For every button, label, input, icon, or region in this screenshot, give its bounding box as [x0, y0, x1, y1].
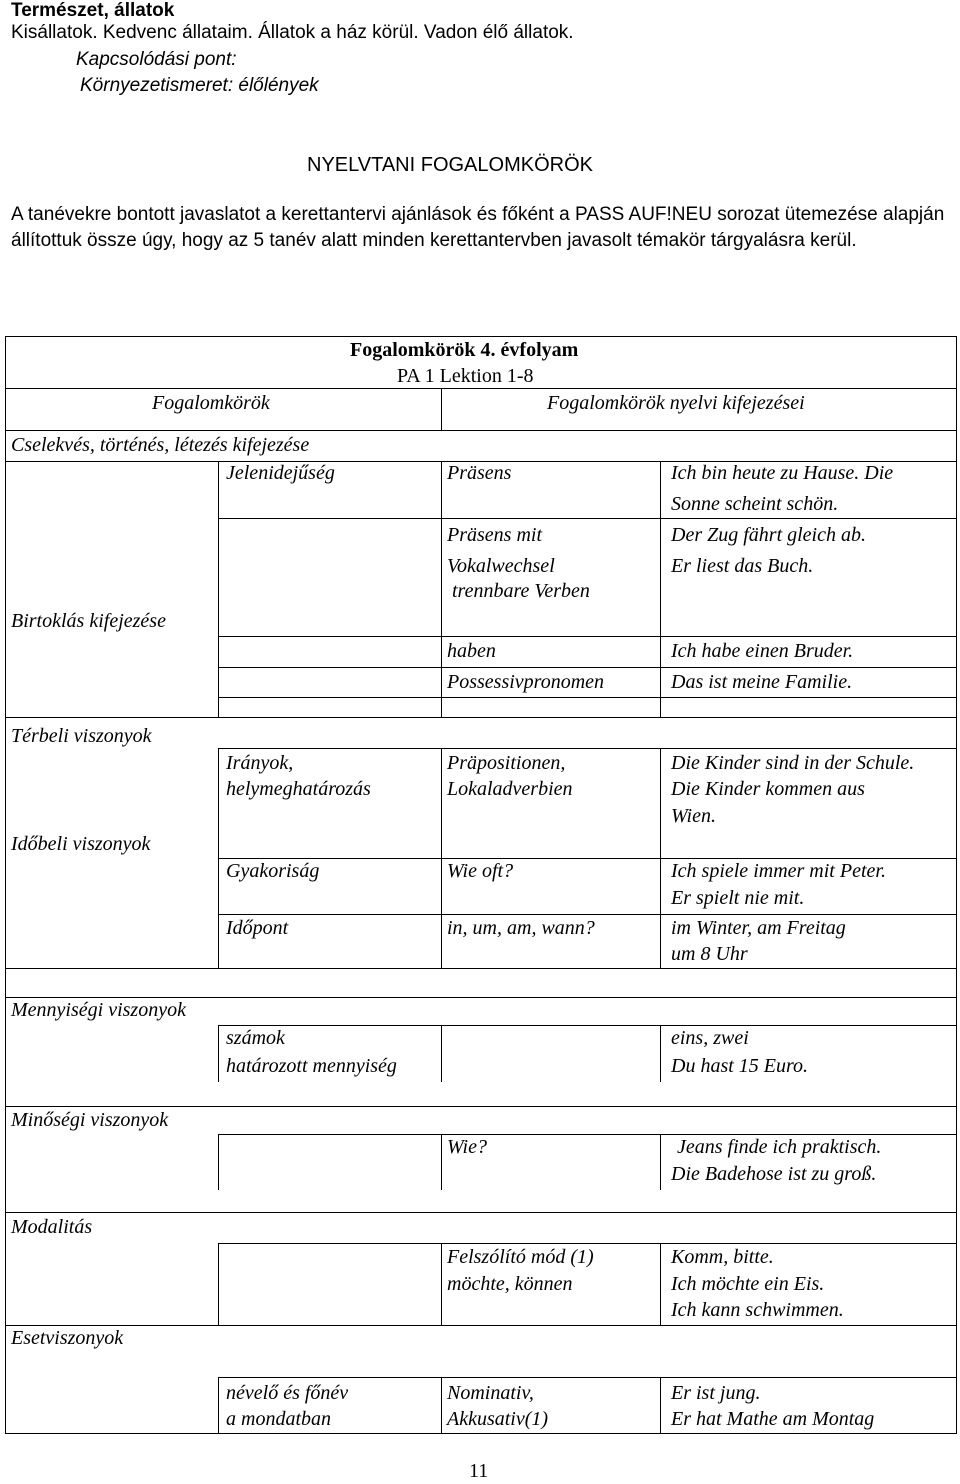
example-text: Ich bin heute zu Hause. Die: [671, 462, 894, 484]
section-line: [5, 717, 957, 718]
column-line: [218, 1243, 219, 1325]
column-line: [660, 1377, 661, 1433]
header-bottom-line: [5, 430, 957, 431]
subcategory-text: számok: [226, 1027, 285, 1049]
subcategory-text: Gyakoriság: [226, 860, 320, 882]
column-line: [660, 461, 661, 717]
row-line: [218, 697, 957, 698]
section-line: [5, 1106, 957, 1107]
row-line: [218, 748, 957, 749]
subcategory-text: névelő és főnév: [226, 1382, 349, 1404]
column-header-expressions: Fogalomkörök nyelvi kifejezései: [547, 392, 805, 414]
category-spatial: Térbeli viszonyok: [11, 725, 152, 747]
example-text: im Winter, am Freitag: [671, 917, 846, 939]
header-divider: [5, 388, 957, 389]
column-line: [660, 1025, 661, 1082]
connection-value: Környezetismeret: élőlények: [80, 75, 319, 96]
grammar-text: Nominativ,: [447, 1382, 534, 1404]
subcategory-present: Jelenidejűség: [226, 462, 335, 484]
grammar-text: Lokaladverbien: [447, 778, 573, 800]
column-line: [660, 748, 661, 968]
row-line: [218, 1377, 957, 1378]
example-text: Ich spiele immer mit Peter.: [671, 860, 886, 882]
table-title: Fogalomkörök 4. évfolyam: [350, 339, 579, 361]
table-border-left: [5, 336, 6, 1434]
column-line: [218, 748, 219, 968]
column-line: [218, 461, 219, 717]
subcategory-text: a mondatban: [226, 1408, 331, 1430]
topics-line: Kisállatok. Kedvenc állataim. Állatok a ház körül. Vadon élő állatok.: [11, 22, 574, 43]
example-text: Er ist jung.: [671, 1382, 761, 1404]
example-text: Wien.: [671, 805, 716, 827]
intro-paragraph: A tanévekre bontott javaslatot a kerettantervi ajánlások és főként a PASS AUF!NEU sorozat ütemezése alapján állítottuk össze úgy, hogy az 5 tanév alatt minden kerettantervben javasolt témakör tárgyalásra kerül.: [11, 204, 945, 251]
section-title: NYELVTANI FOGALOMKÖRÖK: [307, 154, 593, 176]
category-quality: Minőségi viszonyok: [11, 1109, 169, 1131]
example-text: Komm, bitte.: [671, 1246, 774, 1268]
example-text: Er spielt nie mit.: [671, 887, 805, 909]
row-line: [218, 914, 957, 915]
row-line: [218, 858, 957, 859]
category-possession: Birtoklás kifejezése: [11, 610, 166, 632]
example-text: Die Kinder sind in der Schule.: [671, 752, 915, 774]
column-line: [218, 1134, 219, 1190]
example-text: Ich habe einen Bruder.: [671, 640, 854, 662]
column-line: [441, 1025, 442, 1082]
header-column-divider: [441, 388, 442, 430]
example-text: Der Zug fährt gleich ab.: [671, 524, 866, 546]
grammar-text: Präsens mit: [447, 524, 542, 546]
grammar-text: in, um, am, wann?: [447, 917, 595, 939]
grammar-text: Akkusativ(1): [447, 1408, 549, 1430]
column-line: [441, 1243, 442, 1325]
grammar-text: Wie oft?: [447, 860, 514, 882]
subcategory-text: határozott mennyiség: [226, 1055, 397, 1077]
grammar-text: Wie?: [447, 1136, 487, 1158]
column-header-concepts: Fogalomkörök: [152, 392, 270, 414]
grammar-text: Possessivpronomen: [447, 671, 605, 693]
category-action: Cselekvés, történés, létezés kifejezése: [11, 434, 310, 456]
section-line: [5, 1325, 957, 1326]
example-text: Jeans finde ich praktisch.: [677, 1136, 882, 1158]
connection-label: Kapcsolódási pont:: [76, 49, 237, 70]
category-case: Esetviszonyok: [11, 1327, 124, 1349]
grammar-text: Felszólító mód (1): [447, 1246, 594, 1268]
row-line: [218, 518, 957, 519]
table-border-right: [956, 336, 957, 1434]
column-line: [218, 1377, 219, 1433]
row-line: [218, 667, 957, 668]
column-line: [441, 748, 442, 968]
page-title: Természet, állatok: [11, 0, 175, 21]
table-subtitle: PA 1 Lektion 1-8: [397, 365, 534, 387]
row-line: [218, 1025, 957, 1026]
grammar-text: haben: [447, 640, 496, 662]
section-line: [5, 997, 957, 998]
example-text: Ich kann schwimmen.: [671, 1299, 844, 1321]
column-line: [218, 1025, 219, 1082]
example-text: Er hat Mathe am Montag: [671, 1408, 875, 1430]
column-line: [441, 461, 442, 717]
category-temporal: Időbeli viszonyok: [11, 833, 151, 855]
example-text: Die Badehose ist zu groß.: [671, 1163, 877, 1185]
grammar-text: möchte, können: [447, 1273, 573, 1295]
example-text: Ich möchte ein Eis.: [671, 1273, 825, 1295]
example-text: Er liest das Buch.: [671, 555, 814, 577]
row-line: [218, 1243, 957, 1244]
example-text: um 8 Uhr: [671, 943, 748, 965]
section-line: [5, 1212, 957, 1213]
column-line: [441, 1377, 442, 1433]
column-line: [660, 1134, 661, 1190]
grammar-text: Präpositionen,: [447, 752, 566, 774]
row-line: [218, 636, 957, 637]
row-line: [218, 1134, 957, 1135]
page-number: 11: [469, 1460, 489, 1482]
subcategory-text: Időpont: [226, 917, 289, 939]
category-quantity: Mennyiségi viszonyok: [11, 999, 186, 1021]
category-modality: Modalitás: [11, 1216, 93, 1238]
example-text: Die Kinder kommen aus: [671, 778, 865, 800]
subcategory-text: helymeghatározás: [226, 778, 371, 800]
example-text: Du hast 15 Euro.: [671, 1055, 809, 1077]
grammar-text: Vokalwechsel: [447, 555, 555, 577]
grammar-present: Präsens: [447, 462, 512, 484]
column-line: [441, 1134, 442, 1190]
column-line: [660, 1243, 661, 1325]
subcategory-text: Irányok,: [226, 752, 294, 774]
example-text: Sonne scheint schön.: [671, 493, 839, 515]
table-border-top: [5, 336, 957, 337]
example-text: Das ist meine Familie.: [671, 671, 853, 693]
table-border-bottom: [5, 1433, 957, 1434]
example-text: eins, zwei: [671, 1027, 749, 1049]
section-line: [5, 968, 957, 969]
grammar-text: trennbare Verben: [452, 580, 590, 602]
